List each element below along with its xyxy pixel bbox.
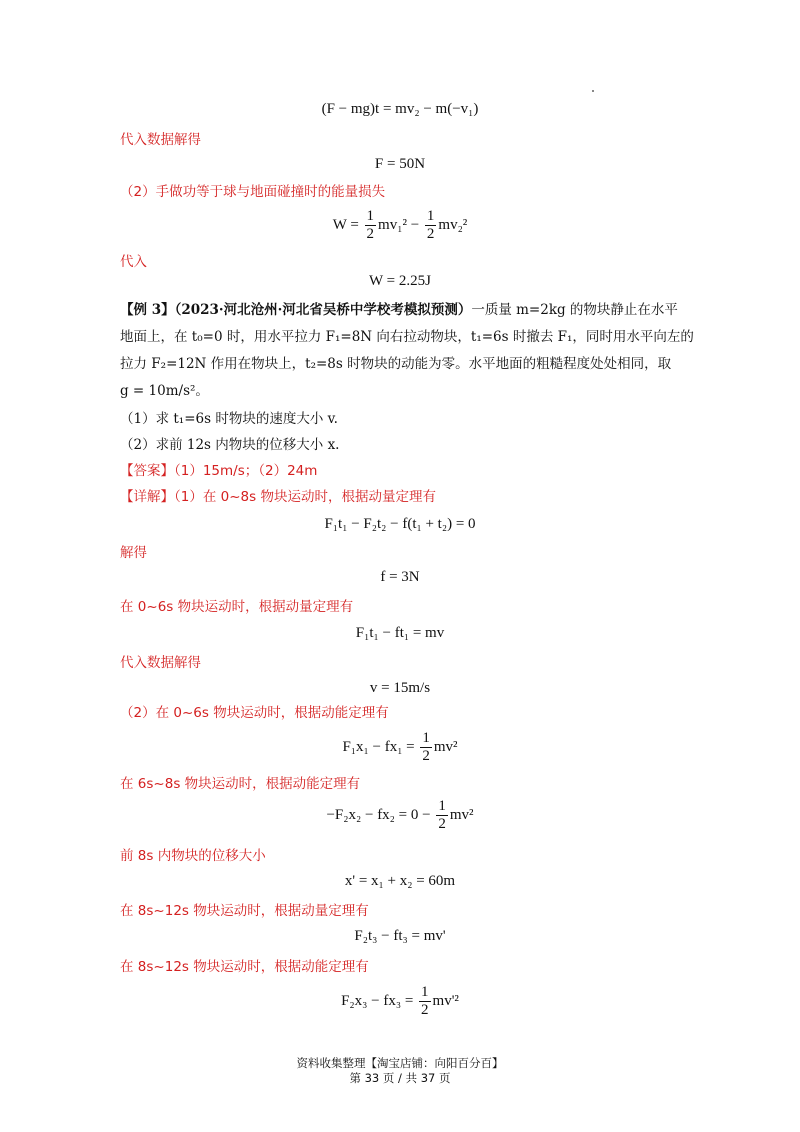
frac-den: 2 xyxy=(422,748,430,765)
equation-W-value: W = 2.25J xyxy=(369,273,431,289)
example-tag: 【例 3】 xyxy=(120,302,175,318)
equation-812-momentum: F₂t₃ − ft₃ = mv' xyxy=(354,928,446,944)
equation-F-result: F = 50N xyxy=(374,156,426,172)
eq-energy3-right: mv'² xyxy=(432,993,459,1009)
equation-v-result: v = 15m/s xyxy=(369,680,431,696)
example-line-4: g = 10m/s²。 xyxy=(120,383,209,399)
equation-energy-06 xyxy=(0,730,800,765)
question-1: （1）求 t₁=6s 时物块的速度大小 v. xyxy=(120,411,338,427)
text-812-energy: 在 8s~12s 物块运动时，根据动能定理有 xyxy=(120,959,369,975)
equation-energy-68 xyxy=(0,798,800,833)
text-substitute-solve: 代入数据解得 xyxy=(120,132,201,148)
example-line-3: 拉力 F₂=12N 作用在物块上，t₂=8s 时物块的动能为零。水平地面的粗糙程度处处相同，取 xyxy=(120,356,672,372)
fraction-half xyxy=(436,798,448,833)
text-part2-energy: （2）在 0~6s 物块运动时，根据动能定理有 xyxy=(120,705,389,721)
frac-den: 2 xyxy=(426,226,435,243)
text-812-momentum: 在 8s~12s 物块运动时，根据动量定理有 xyxy=(120,903,369,919)
example-text-1: 一质量 m=2kg 的物块静止在水平 xyxy=(471,302,678,318)
fraction-half xyxy=(365,208,377,243)
text-part2-energy-loss: （2）手做功等于球与地面碰撞时的能量损失 xyxy=(120,184,386,200)
frac-num: 1 xyxy=(422,730,430,747)
equation-impulse-all: F₁t₁ − F₂t₂ − f(t₁ + t₂) = 0 xyxy=(324,516,476,532)
frac-den: 2 xyxy=(438,816,446,833)
frac-num: 1 xyxy=(421,984,429,1001)
stray-dot xyxy=(592,90,594,92)
eq-W-right: mv₂² xyxy=(438,217,468,233)
eq-energy1-left: F₁x₁ − fx₁ = xyxy=(342,739,415,755)
fraction-half xyxy=(425,208,437,243)
eq-energy3-left: F₂x₃ − fx₃ = xyxy=(341,993,414,1009)
footer-source: 资料收集整理【淘宝店铺：向阳百分百】 xyxy=(296,1056,504,1070)
eq-energy2-right: mv² xyxy=(449,807,474,823)
example-line-1 xyxy=(120,300,680,320)
equation-energy-812 xyxy=(0,984,800,1019)
equation-f-result: f = 3N xyxy=(380,569,420,585)
frac-den: 2 xyxy=(366,226,375,243)
footer-page-number: 第 33 页 / 共 37 页 xyxy=(349,1071,451,1085)
fraction-half xyxy=(419,984,431,1019)
question-2: （2）求前 12s 内物块的位移大小 x. xyxy=(120,437,340,453)
eq-energy1-right: mv² xyxy=(433,739,458,755)
eq-W-mid: mv₁² − xyxy=(378,217,420,233)
text-06-momentum: 在 0~6s 物块运动时，根据动量定理有 xyxy=(120,599,354,615)
equation-xprime: x' = x₁ + x₂ = 60m xyxy=(344,873,456,889)
example-line-2: 地面上，在 t₀=0 时，用水平拉力 F₁=8N 向右拉动物块，t₁=6s 时撤去 F₁，同时用水平向左的 xyxy=(120,329,694,345)
text-substitute: 代入 xyxy=(120,254,147,270)
frac-num: 1 xyxy=(426,208,435,225)
text-68-energy: 在 6s~8s 物块运动时，根据动能定理有 xyxy=(120,776,361,792)
equation-work xyxy=(0,208,800,243)
frac-den: 2 xyxy=(421,1002,429,1019)
detail-line: 【详解】（1）在 0~8s 物块运动时，根据动量定理有 xyxy=(120,489,436,505)
frac-num: 1 xyxy=(366,208,375,225)
text-substitute-solve-2: 代入数据解得 xyxy=(120,655,201,671)
text-displacement-8s: 前 8s 内物块的位移大小 xyxy=(120,848,266,864)
eq-energy2-left: −F₂x₂ − fx₂ = 0 − xyxy=(326,807,431,823)
text-solve: 解得 xyxy=(120,545,147,561)
frac-num: 1 xyxy=(438,798,446,815)
fraction-half xyxy=(420,730,432,765)
example-source: （2023·河北沧州·河北省吴桥中学校考模拟预测） xyxy=(174,302,472,318)
answer-line: 【答案】（1）15m/s；（2）24m xyxy=(120,463,318,479)
equation-impulse-top: (F − mg)t = mv₂ − m(−v₁) xyxy=(321,101,479,117)
equation-06-momentum: F₁t₁ − ft₁ = mv xyxy=(355,625,445,641)
eq-W-left: W = xyxy=(332,217,359,233)
